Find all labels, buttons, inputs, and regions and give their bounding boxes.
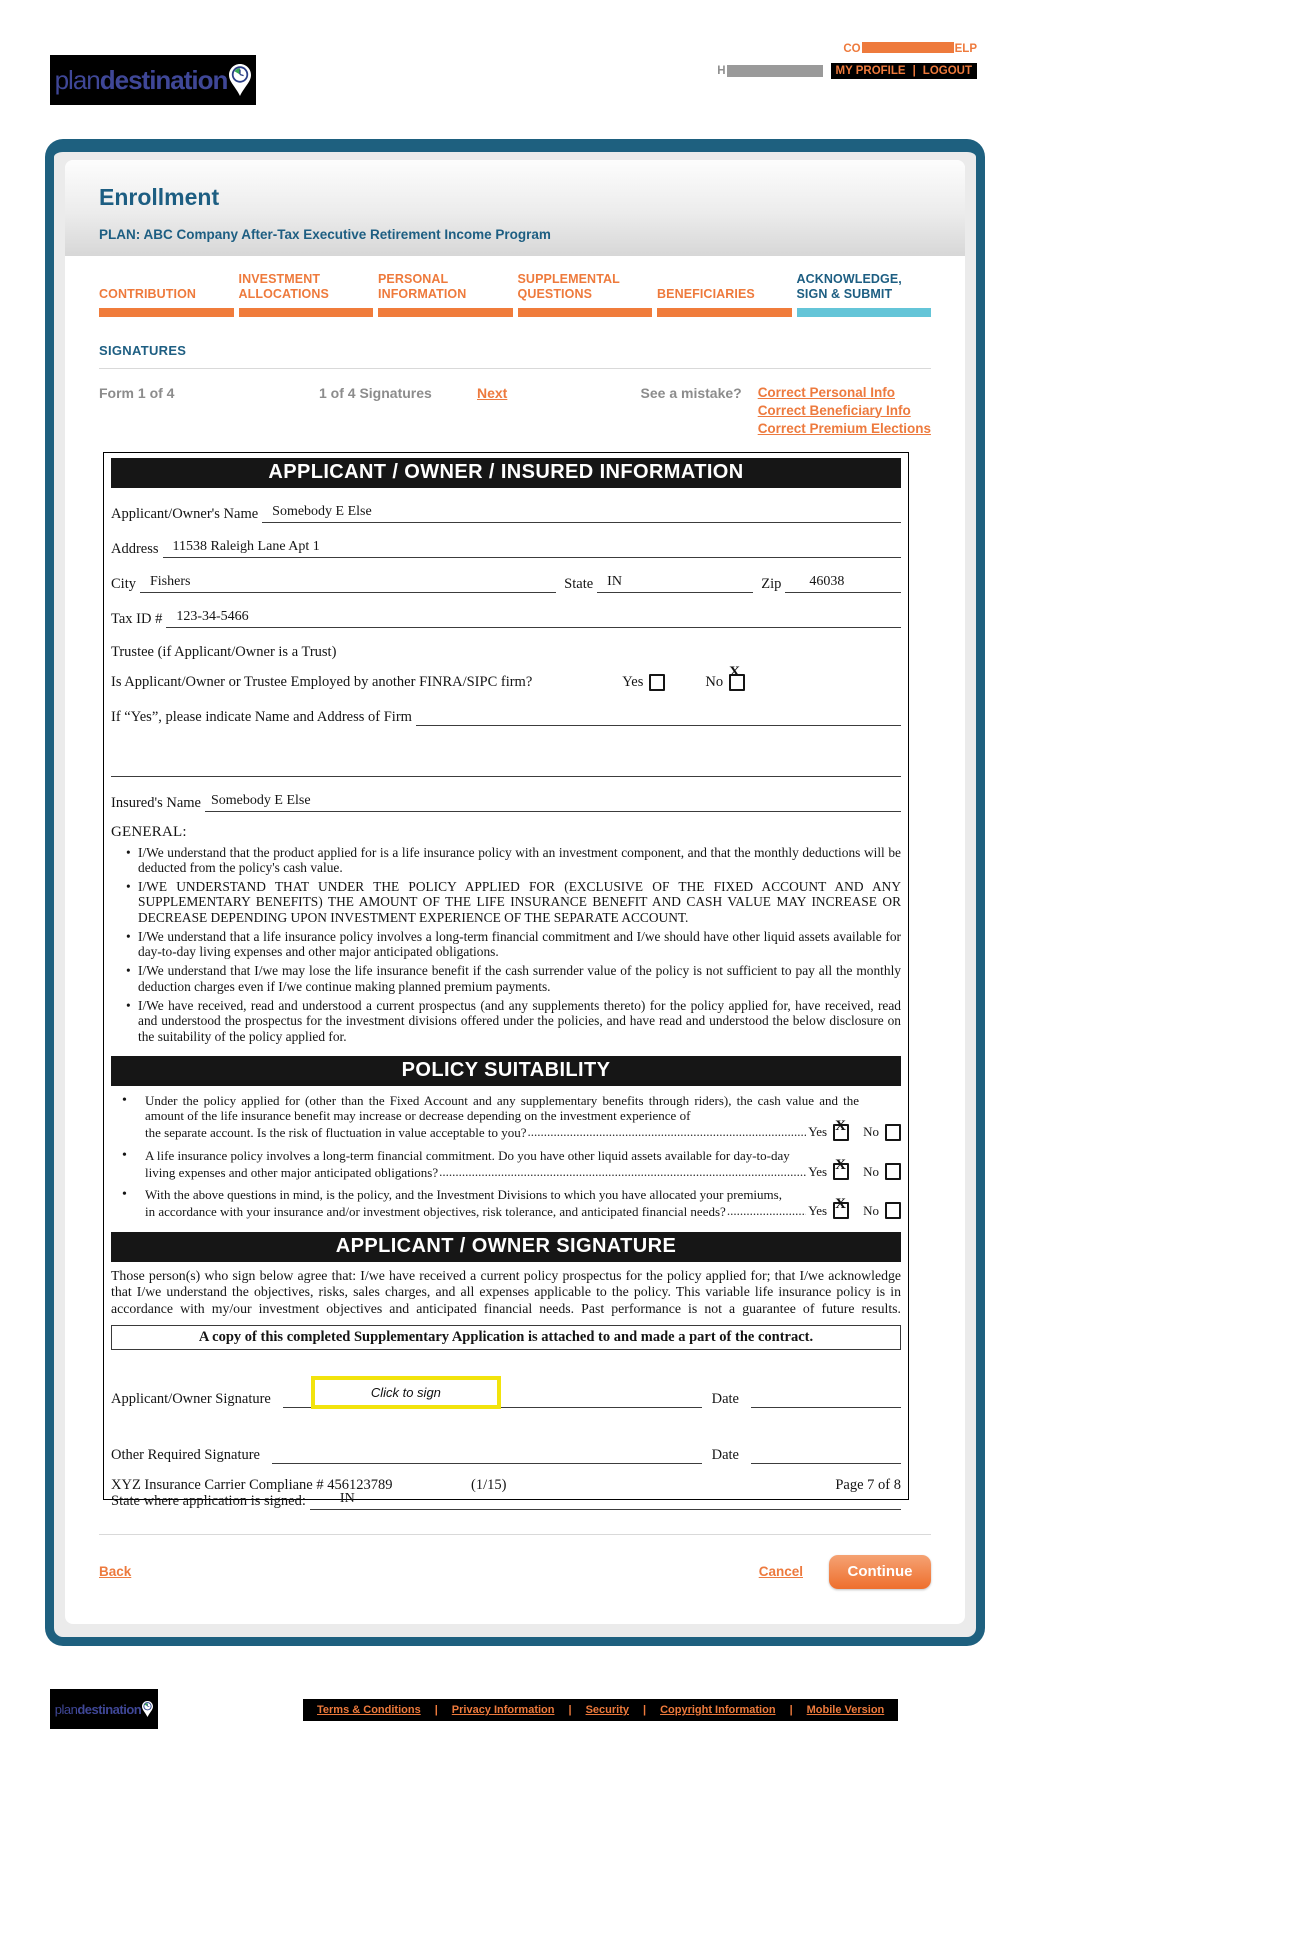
form-footer <box>111 1477 901 1494</box>
location-pin-clock-icon <box>142 1701 153 1717</box>
q1-yes-checkbox <box>833 1117 849 1141</box>
general-bullet: • I/We understand that the product applied for is a life insurance policy with an investment component, and that the monthly deductions will be deducted from the policy's cash value. <box>138 845 901 876</box>
q2-yes-checkbox <box>833 1156 849 1180</box>
redaction-block <box>727 65 823 77</box>
tab-underline <box>657 308 792 317</box>
redaction-block <box>862 42 954 53</box>
finra-question: Is Applicant/Owner or Trustee Employed by another FINRA/SIPC firm? <box>111 673 533 690</box>
signature-counter: 1 of 4 Signatures <box>319 384 432 401</box>
see-a-mistake-label: See a mistake? <box>640 384 742 401</box>
state-line <box>597 572 753 593</box>
logo-destination: destination <box>99 65 228 95</box>
cancel-link[interactable]: Cancel <box>758 1564 803 1579</box>
state-value: IN <box>607 573 622 589</box>
back-link[interactable]: Back <box>99 1564 132 1579</box>
insured-line <box>205 791 901 812</box>
account-links-row <box>717 63 977 79</box>
q1-no-checkbox <box>885 1124 901 1141</box>
x-mark: X <box>835 1156 846 1173</box>
q3-no-checkbox <box>885 1202 901 1219</box>
my-profile-link[interactable]: MY PROFILE <box>831 63 911 79</box>
x-mark: X <box>835 1117 846 1134</box>
address-label: Address <box>111 540 159 557</box>
copyright-information-link[interactable]: Copyright Information <box>660 1704 776 1716</box>
signatures-heading: SIGNATURES <box>99 342 187 358</box>
copy-notice-box: A copy of this completed Supplementary Application is attached to and made a part of the contract. <box>111 1325 901 1350</box>
tax-id-line <box>166 607 901 628</box>
x-mark: X <box>835 1196 846 1213</box>
zip-value: 46038 <box>809 573 845 589</box>
general-bullet: • I/WE UNDERSTAND THAT UNDER THE POLICY APPLIED FOR (EXCLUSIVE OF THE FIXED ACCOUNT AND ANY SUPPLEMENTARY BENEFITS) THE AMOUNT OF THE LIFE INSURANCE BENEFIT AND CASH VALUE MAY INCREASE OR DECREASE DEPENDING UPON INVESTMENT EXPERIENCE OF THE SEPARATE ACCOUNT. <box>138 879 901 925</box>
page-footer <box>0 1689 1300 1749</box>
contact-help-prefix: CO <box>843 43 861 55</box>
address-value: 11538 Raleigh Lane Apt 1 <box>172 538 320 554</box>
dotted-leader <box>439 1164 806 1179</box>
dotted-leader <box>727 1203 806 1218</box>
finra-question-row <box>111 663 901 691</box>
enrollment-header <box>65 160 965 256</box>
logo-plan: plan <box>54 65 100 95</box>
zip-label: Zip <box>761 575 782 592</box>
tab-investment-allocations[interactable]: INVESTMENT ALLOCATIONS <box>239 272 374 317</box>
no-label: No <box>863 1163 879 1179</box>
header-links <box>717 42 977 79</box>
tab-beneficiaries[interactable]: BENEFICIARIES <box>657 272 792 317</box>
correct-beneficiary-info-link[interactable]: Correct Beneficiary Info <box>757 402 911 418</box>
general-bullet: • I/We understand that a life insurance policy involves a long-term financial commitment and I/we should have other liquid assets available for day-to-day living expenses and other major anticipated obligations. <box>138 929 901 960</box>
applicant-date-line <box>751 1387 901 1408</box>
enrollment-steps <box>65 256 965 317</box>
city-state-zip-row <box>111 568 901 593</box>
no-label: No <box>863 1124 879 1140</box>
other-signature-row <box>111 1440 901 1464</box>
plandestination-logo[interactable] <box>50 55 256 105</box>
footer-separator: | <box>789 1704 793 1716</box>
tab-acknowledge-sign-submit[interactable]: ACKNOWLEDGE, SIGN & SUBMIT <box>797 272 932 317</box>
zip-line <box>785 572 901 593</box>
mobile-version-link[interactable]: Mobile Version <box>806 1704 885 1716</box>
logo-wordmark: plandestination <box>54 1701 142 1717</box>
city-label: City <box>111 575 136 592</box>
click-to-sign-button[interactable]: Click to sign <box>311 1376 501 1409</box>
other-signature-line <box>272 1443 702 1464</box>
no-label: No <box>863 1203 879 1219</box>
header-link-separator: | <box>912 65 916 77</box>
tab-supplemental-questions[interactable]: SUPPLEMENTAL QUESTIONS <box>518 272 653 317</box>
footer-separator: | <box>568 1704 572 1716</box>
no-label: No <box>705 673 724 690</box>
tab-underline <box>99 308 234 317</box>
tab-underline <box>518 308 653 317</box>
state-signed-label: State where application is signed: <box>111 1492 306 1509</box>
privacy-information-link[interactable]: Privacy Information <box>451 1704 555 1716</box>
security-link[interactable]: Security <box>585 1704 629 1716</box>
location-pin-clock-icon <box>229 64 251 96</box>
tax-id-row <box>111 603 901 628</box>
yes-label: Yes <box>622 673 644 690</box>
tax-id-label: Tax ID # <box>111 610 163 627</box>
next-signature-link[interactable]: Next <box>477 384 508 401</box>
compliance-number: XYZ Insurance Carrier Compliane # 456123789 <box>111 1476 393 1493</box>
continue-button[interactable]: Continue <box>829 1555 931 1589</box>
firm-field-row <box>111 701 901 726</box>
enrollment-card <box>45 139 985 1646</box>
finra-yes-checkbox <box>649 674 665 691</box>
contact-help-link[interactable] <box>717 42 977 55</box>
finra-no-checkbox <box>729 663 745 691</box>
correction-links <box>758 385 931 436</box>
enrollment-panel <box>65 160 965 1624</box>
yes-label: Yes <box>808 1124 828 1140</box>
tab-underline <box>239 308 374 317</box>
suitability-question: • Under the policy applied for (other than the Fixed Account and any supplementary benefits through riders), the cash value and the amount of the life insurance benefit may increase or decrease depending on the investment experience of the separate account. Is the risk of fluctuation in value acceptable to you? ..... Yes X No <box>111 1093 901 1141</box>
signature-agreement-paragraph: Those person(s) who sign below agree that: I/we have received a current policy prospectus for the policy applied for; that I/we acknowledge that I/we understand the objectives, risks, sales charges, and all expenses applicable to the policy. This variable life insurance policy is in accordance with my/our investment objectives and anticipated financial needs. Past performance is not a guarantee of future results. <box>111 1268 901 1316</box>
general-bullet: • I/We have received, read and understood a current prospectus (and any supplements thereto) for the policy applied for, have received, read and understood the prospectus for the investment divisions offered under the policies, and have read and understood the below disclosure on the suitability of the policy applied for. <box>138 998 901 1044</box>
logout-link[interactable]: LOGOUT <box>918 63 977 79</box>
firm-line <box>416 705 901 726</box>
section-title-policy-suitability: POLICY SUITABILITY <box>111 1056 901 1086</box>
q2-no-checkbox <box>885 1163 901 1180</box>
greeting-prefix: H <box>717 65 726 77</box>
correct-premium-elections-link[interactable]: Correct Premium Elections <box>757 420 931 436</box>
firm-continuation-row <box>111 752 901 777</box>
q3-yes-checkbox <box>833 1196 849 1219</box>
yes-label: Yes <box>808 1163 828 1179</box>
suitability-question: • A life insurance policy involves a long-term financial commitment. Do you have other liquid assets available for day-to-day living expenses and other major anticipated obligations? ..... Yes X No <box>111 1148 901 1180</box>
date-label: Date <box>711 1390 739 1407</box>
plan-name: PLAN: ABC Company After-Tax Executive Retirement Income Program <box>99 227 551 242</box>
address-line <box>163 537 901 558</box>
general-heading: GENERAL: <box>111 823 187 840</box>
name-line <box>262 502 901 523</box>
name-label: Applicant/Owner's Name <box>111 505 259 522</box>
tab-personal-information[interactable]: PERSONAL INFORMATION <box>378 272 513 317</box>
question-answers <box>808 1117 901 1141</box>
name-field-row <box>111 498 901 523</box>
divider <box>99 1534 931 1535</box>
insured-value: Somebody E Else <box>211 792 311 808</box>
other-date-line <box>751 1443 901 1464</box>
address-field-row <box>111 533 901 558</box>
divider <box>99 368 931 369</box>
tab-contribution[interactable]: CONTRIBUTION <box>99 272 234 317</box>
other-signature-label: Other Required Signature <box>111 1446 260 1463</box>
insured-label: Insured's Name <box>111 794 201 811</box>
tab-underline <box>797 308 932 317</box>
applicant-signature-label: Applicant/Owner Signature <box>111 1390 271 1407</box>
revision-code: (1/15) <box>471 1476 507 1493</box>
page-indicator: Page 7 of 8 <box>835 1476 901 1493</box>
trustee-label: Trustee (if Applicant/Owner is a Trust) <box>111 643 337 660</box>
firm-label: If “Yes”, please indicate Name and Address of Firm <box>111 708 412 725</box>
contact-help-suffix: ELP <box>954 43 977 55</box>
section-title-applicant-signature: APPLICANT / OWNER SIGNATURE <box>111 1232 901 1262</box>
general-bullet: • I/We understand that I/we may lose the life insurance benefit if the cash surrender value of the policy is not sufficient to pay all the monthly deduction charges even if I/we continue making planned premium payments. <box>138 963 901 994</box>
city-value: Fishers <box>149 573 191 589</box>
insured-name-row <box>111 787 901 812</box>
tab-underline <box>378 308 513 317</box>
form-counter: Form 1 of 4 <box>99 384 175 401</box>
city-line <box>140 572 556 593</box>
dotted-leader <box>528 1124 807 1139</box>
general-bullet-list <box>138 845 901 1044</box>
application-form-document <box>103 452 909 1509</box>
date-label: Date <box>711 1446 739 1463</box>
question-answers <box>808 1156 901 1180</box>
footer-separator: | <box>434 1704 438 1716</box>
terms-conditions-link[interactable]: Terms & Conditions <box>317 1704 421 1716</box>
plandestination-footer-logo <box>50 1689 158 1729</box>
footer-nav <box>303 1699 898 1721</box>
yes-label: Yes <box>808 1203 828 1219</box>
footer-separator: | <box>642 1704 647 1716</box>
state-label: State <box>564 575 594 592</box>
signature-status-row <box>99 385 931 436</box>
page-title: Enrollment <box>99 184 220 210</box>
applicant-signature-row <box>111 1384 901 1408</box>
tax-id-value: 123-34-5466 <box>176 608 249 624</box>
correct-personal-info-link[interactable]: Correct Personal Info <box>757 384 895 400</box>
x-mark: X <box>729 663 740 680</box>
applicant-signature-line <box>283 1384 702 1408</box>
question-answers <box>808 1196 901 1219</box>
name-value: Somebody E Else <box>272 503 372 519</box>
bottom-controls <box>99 1555 931 1589</box>
firm-continuation-line <box>111 756 901 777</box>
section-title-applicant-info: APPLICANT / OWNER / INSURED INFORMATION <box>111 458 901 488</box>
finra-answers <box>622 663 745 691</box>
state-signed-value: IN <box>339 1490 355 1506</box>
logo-wordmark <box>55 67 228 93</box>
suitability-question: • With the above questions in mind, is the policy, and the Investment Divisions to which you have allocated your premiums, in accordance with your insurance and/or investment objectives, risk tolerance, and anticipated financial needs? ..... Yes X No <box>111 1187 901 1219</box>
